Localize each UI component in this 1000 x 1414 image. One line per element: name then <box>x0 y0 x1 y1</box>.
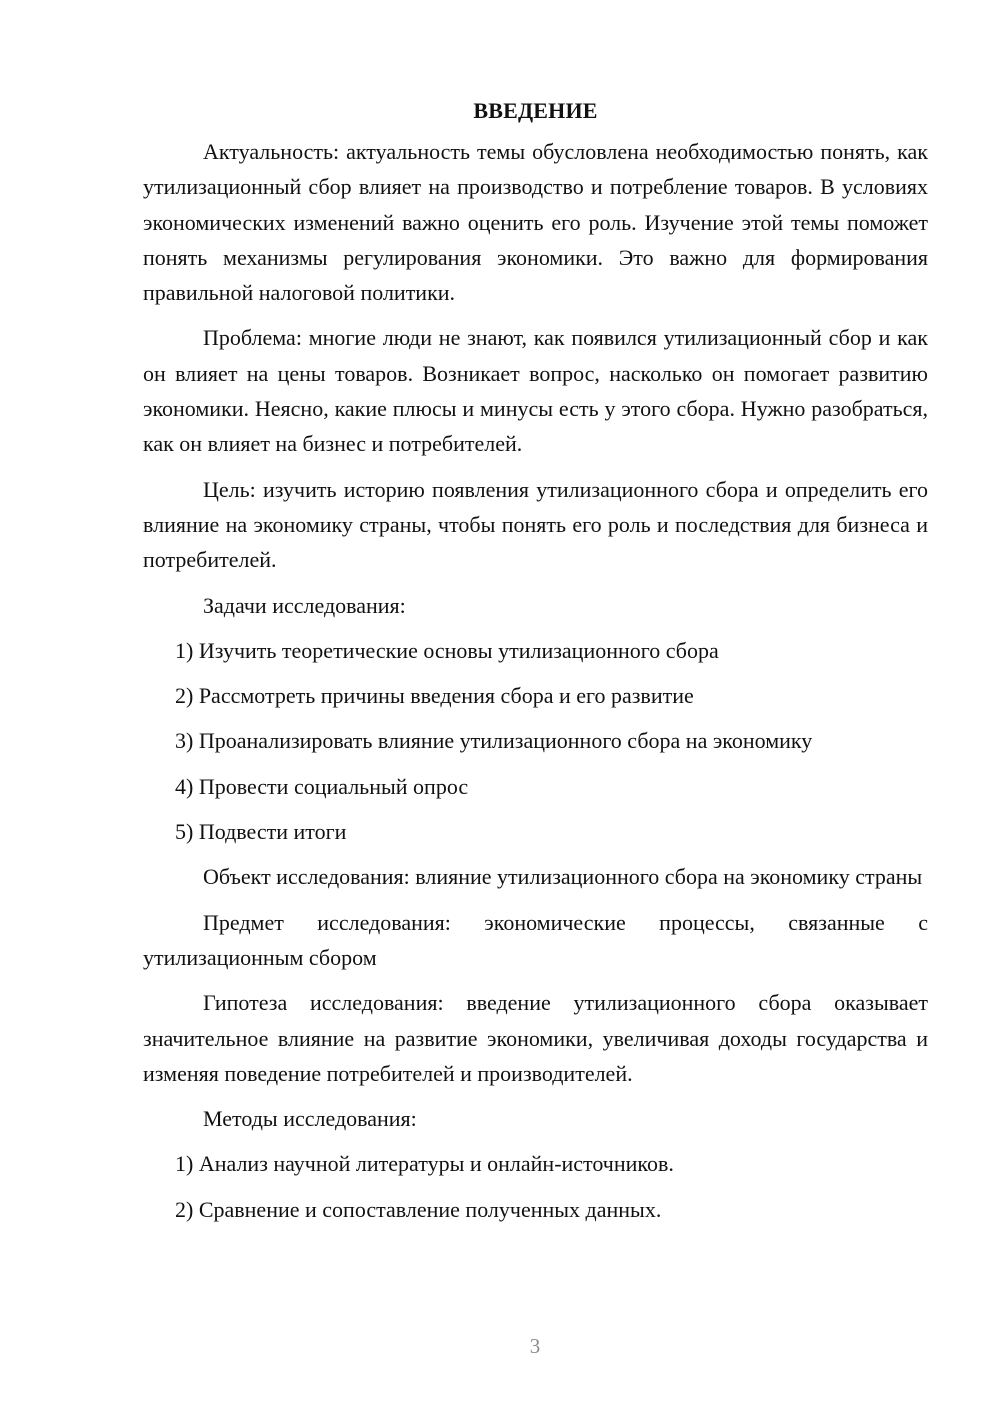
method-item-1: 1) Анализ научной литературы и онлайн-источников. <box>175 1151 674 1177</box>
page-number: 3 <box>529 1334 541 1358</box>
problem-paragraph: Проблема: многие люди не знают, как появился утилизационный сбор и как он влияет на цены товаров. Возникает вопрос, насколько он помогает развитию экономики. Неясно, какие плюсы и минусы есть у этого сбора. Нужно разобраться, как он влияет на бизнес и потребителей. <box>143 325 928 457</box>
hypothesis-paragraph: Гипотеза исследования: введение утилизационного сбора оказывает значительное влияние на развитие экономики, увеличивая доходы государства и изменяя поведение потребителей и производителей. <box>143 990 928 1086</box>
section-title: ВВЕДЕНИЕ <box>473 98 598 123</box>
task-item-2: 2) Рассмотреть причины введения сбора и его развитие <box>175 683 694 709</box>
tasks-label: Задачи исследования: <box>203 592 406 618</box>
method-item-2: 2) Сравнение и сопоставление полученных данных. <box>175 1196 662 1222</box>
task-item-4: 4) Провести социальный опрос <box>175 773 469 799</box>
task-item-5: 5) Подвести итоги <box>175 819 347 845</box>
subject-paragraph: Предмет исследования: экономические процессы, связанные с утилизационным сбором <box>143 909 928 970</box>
object-paragraph: Объект исследования: влияние утилизационного сбора на экономику страны <box>203 864 923 890</box>
task-item-1: 1) Изучить теоретические основы утилизационного сбора <box>175 637 719 663</box>
relevance-paragraph: Актуальность: актуальность темы обусловлена необходимостью понять, как утилизационный сбор влияет на производство и потребление товаров. В условиях экономических изменений важно оценить его роль. Изучение этой темы поможет понять механизмы регулирования экономики. Это важно для формирования правильной налоговой политики. <box>143 139 928 306</box>
task-item-3: 3) Проанализировать влияние утилизационного сбора на экономику <box>175 728 813 754</box>
methods-label: Методы исследования: <box>203 1106 417 1132</box>
goal-paragraph: Цель: изучить историю появления утилизационного сбора и определить его влияние на экономику страны, чтобы понять его роль и последствия для бизнеса и потребителей. <box>143 476 928 573</box>
page-content <box>143 94 928 1237</box>
